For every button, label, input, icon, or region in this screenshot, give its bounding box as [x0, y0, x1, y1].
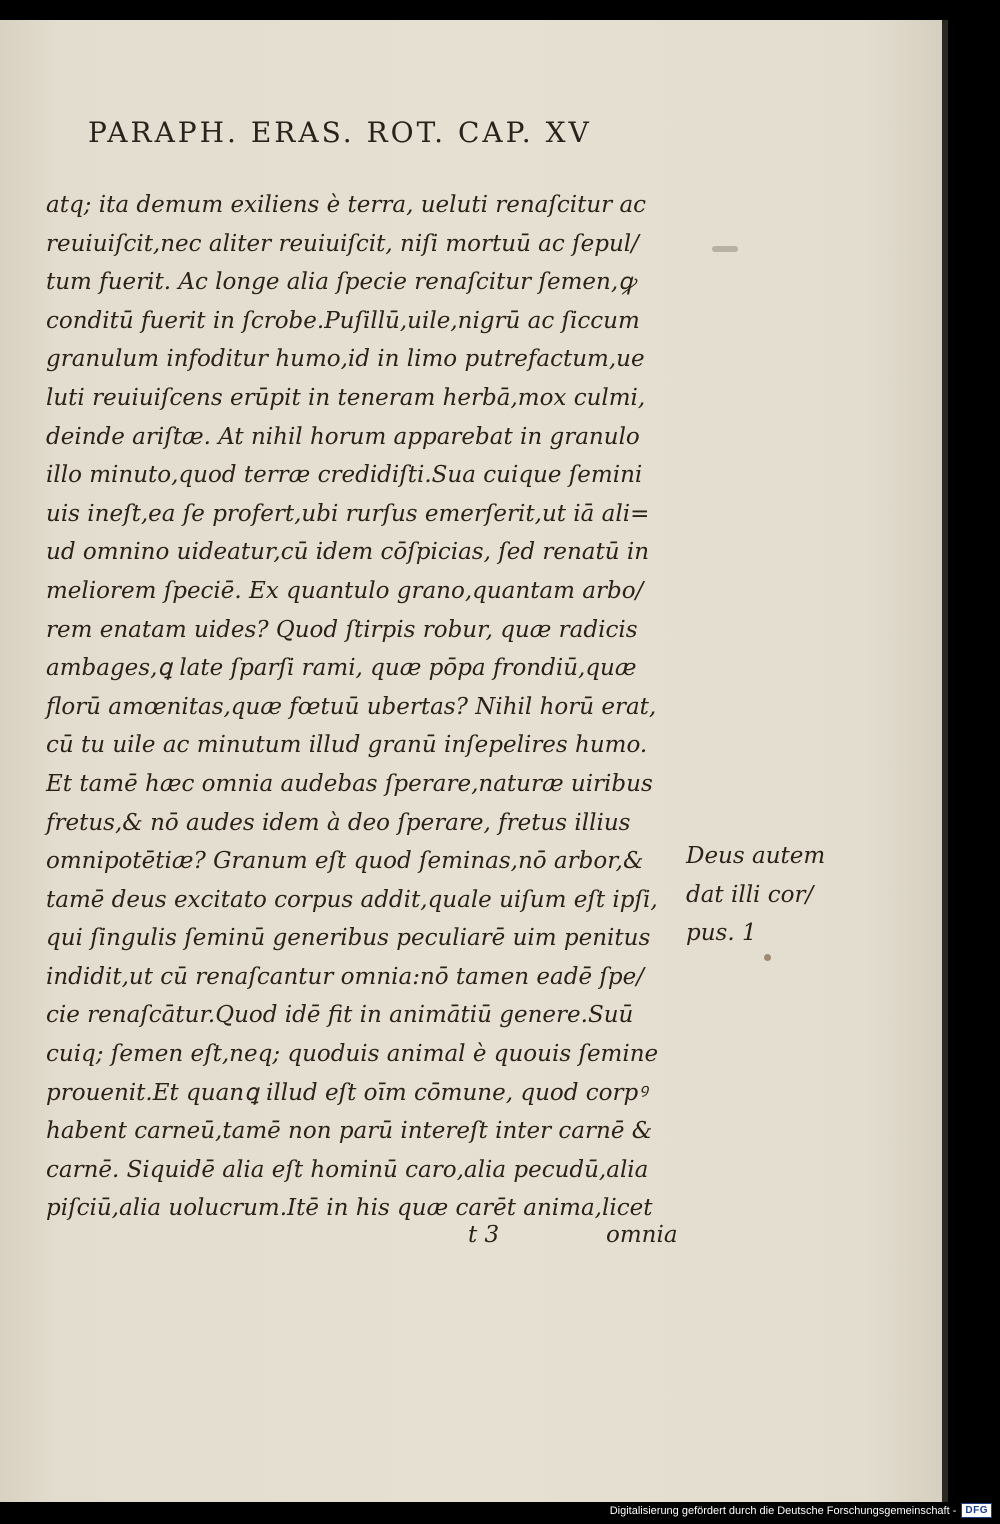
text-line: cuiq; ſemen eſt,neq; quoduis animal è quouis ſemine: [46, 1041, 659, 1068]
text-line: deinde ariſtæ. At nihil horum apparebat in granulo: [46, 423, 640, 450]
marginal-note: [686, 837, 825, 953]
text-line: atq; ita demum exiliens è terra, ueluti renaſcitur ac: [46, 192, 647, 218]
text-line: qui ſingulis ſeminū generibus peculiarē uim penitus: [46, 925, 651, 952]
paper-spot: [764, 954, 771, 961]
text-line: illo minuto,quod terræ credidiſti.Sua cuique ſemini: [46, 462, 643, 489]
marginal-note-line: pus. 1: [686, 920, 757, 947]
footer-text: Digitalisierung gefördert durch die Deutsche Forschungsgemeinschaft -: [609, 1504, 957, 1517]
text-line: florū amœnitas,quæ fœtuū ubertas? Nihil horū erat,: [46, 693, 657, 720]
funding-footer: [610, 1503, 992, 1518]
text-line: prouenit.Et quanꝗ illud eſt oīm cōmune, quod corpꝰ: [46, 1079, 647, 1106]
text-line: tum fuerit. Ac longe alia ſpecie renaſcitur ſemen,ꝙ: [46, 269, 636, 296]
text-line: ud omnino uideatur,cū idem cōſpicias, ſed renatū in: [46, 539, 650, 566]
signature-mark: t 3: [468, 1222, 500, 1248]
text-line: granulum infoditur humo,id in limo putrefactum,ue: [46, 346, 645, 373]
text-line: piſciū,alia uolucrum.Itē in his quæ carēt anima,licet: [46, 1195, 653, 1222]
running-head: PARAPH. ERAS. ROT. CAP. XV: [88, 116, 592, 149]
text-line: cū tu uile ac minutum illud granū inſepelires humo.: [46, 732, 648, 759]
text-line: habent carneū,tamē non parū intereſt inter carnē &: [46, 1118, 653, 1145]
text-line: rem enatam uides? Quod ſtirpis robur, quæ radicis: [46, 616, 638, 643]
marginal-note-line: dat illi cor/: [686, 881, 814, 908]
text-line: cie renaſcātur.Quod idē fit in animātiū genere.Suū: [46, 1002, 634, 1029]
body-text: [46, 186, 686, 1228]
text-line: ambages,ꝗ late ſparſi rami, quæ pōpa frondiū,quæ: [46, 655, 637, 682]
text-line: tamē deus excitato corpus addit,quale uiſum eſt ipſi,: [46, 886, 658, 913]
marginal-note-line: Deus autem: [686, 843, 826, 869]
text-line: Et tamē hæc omnia audebas ſperare,naturæ uiribus: [46, 770, 653, 797]
text-line: conditū fuerit in ſcrobe.Puſillū,uile,nigrū ac ſiccum: [46, 307, 640, 334]
dfg-logo: DFG: [961, 1503, 992, 1518]
text-line: luti reuiuiſcens erūpit in teneram herbā,mox culmi,: [46, 384, 646, 411]
text-line: fretus,& nō audes idem à deo ſperare, fretus illius: [46, 809, 631, 836]
text-line: reuiuiſcit,nec aliter reuiuiſcit, niſi mortuū ac ſepul/: [46, 230, 639, 257]
catchword: omnia: [606, 1222, 678, 1248]
text-line: omnipotētiæ? Granum eſt quod ſeminas,nō arbor,&: [46, 848, 644, 875]
text-line: carnē. Siquidē alia eſt hominū caro,alia pecudū,alia: [46, 1156, 649, 1183]
text-line: meliorem ſpeciē. Ex quantulo grano,quantam arbo/: [46, 577, 644, 604]
book-page: [0, 20, 948, 1502]
ink-smudge: [712, 246, 738, 252]
text-line: indidit,ut cū renaſcantur omnia:nō tamen eadē ſpe/: [46, 963, 644, 990]
text-line: uis ineſt,ea ſe profert,ubi rurſus emerſerit,ut iā ali=: [46, 500, 650, 527]
